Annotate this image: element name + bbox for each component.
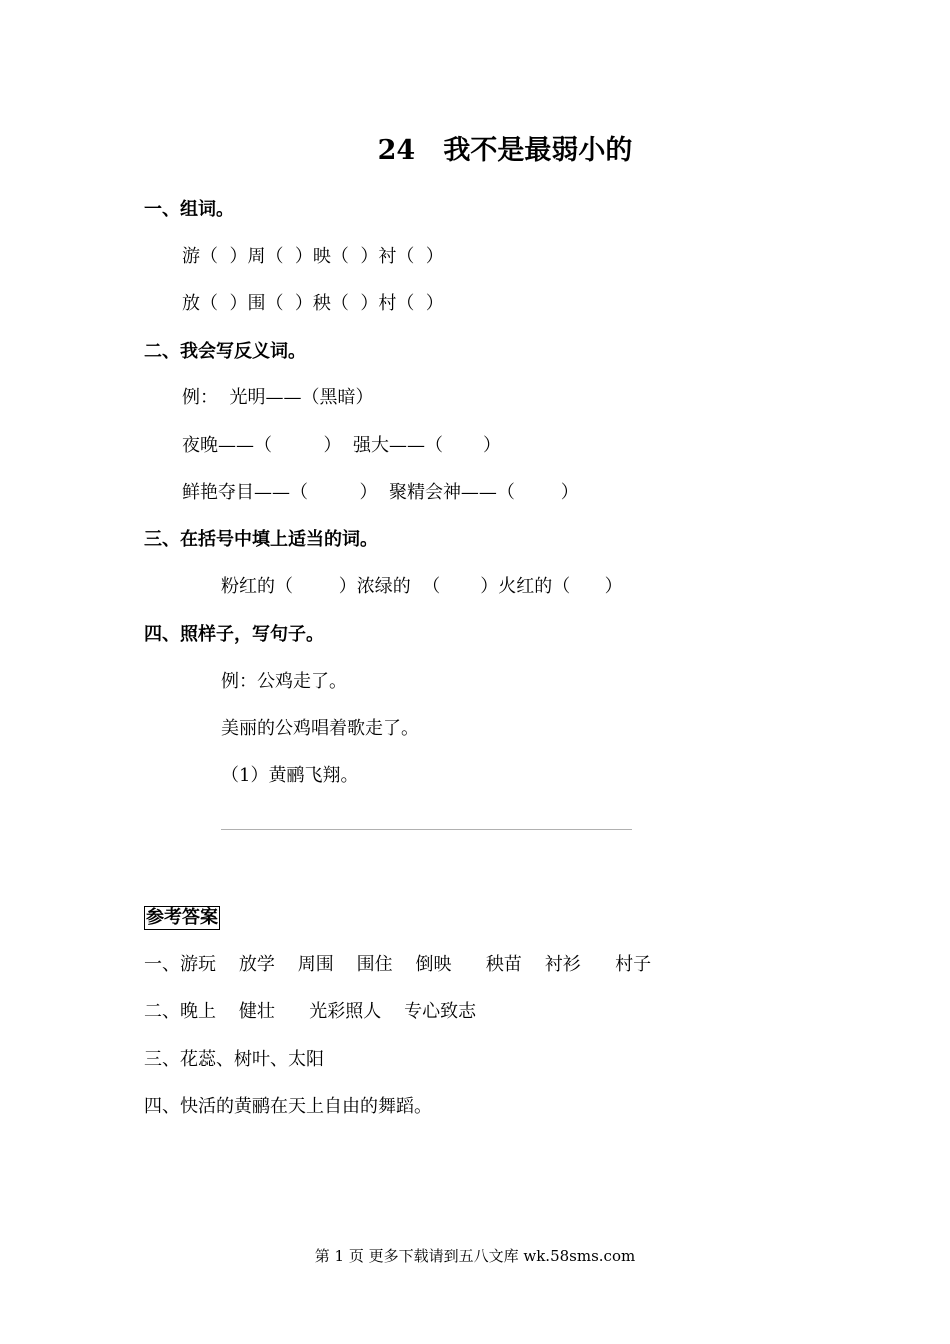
page-title: 24 我不是最弱小的	[377, 135, 633, 166]
answer-1: 一、游玩 放学 周围 围住 倒映 秧苗 衬衫 村子	[144, 954, 652, 975]
answer-line	[221, 829, 632, 830]
section-3-row-1: 粉红的（ ）浓绿的 （ ）火红的（ ）	[221, 576, 623, 597]
section-1-row-1: 游（ ）周（ ）映（ ）衬（ ）	[182, 246, 444, 267]
answer-3: 三、花蕊、树叶、太阳	[144, 1049, 324, 1070]
section-2-row-2: 鲜艳夺目——（ ） 聚精会神——（ ）	[182, 482, 579, 503]
answer-2: 二、晚上 健壮 光彩照人 专心致志	[144, 1001, 477, 1022]
section-1-row-2: 放（ ）围（ ）秧（ ）村（ ）	[182, 293, 444, 314]
section-4-question-1: （1）黄鹂飞翔。	[221, 765, 359, 786]
page-footer: 第 1 页 更多下载请到五八文库 wk.58sms.com	[314, 1247, 636, 1265]
section-2-example: 例： 光明——（黑暗）	[182, 387, 374, 408]
section-4-example-1: 例：公鸡走了。	[221, 671, 347, 692]
section-4-heading: 四、照样子，写句子。	[144, 624, 324, 645]
answer-4: 四、快活的黄鹂在天上自由的舞蹈。	[144, 1096, 432, 1117]
section-2-heading: 二、我会写反义词。	[144, 341, 306, 362]
answers-heading: 参考答案	[146, 907, 218, 928]
section-3-heading: 三、在括号中填上适当的词。	[144, 529, 378, 550]
section-2-row-1: 夜晚——（ ） 强大——（ ）	[182, 435, 501, 456]
section-4-example-2: 美丽的公鸡唱着歌走了。	[221, 718, 419, 739]
section-1-heading: 一、组词。	[144, 199, 234, 220]
